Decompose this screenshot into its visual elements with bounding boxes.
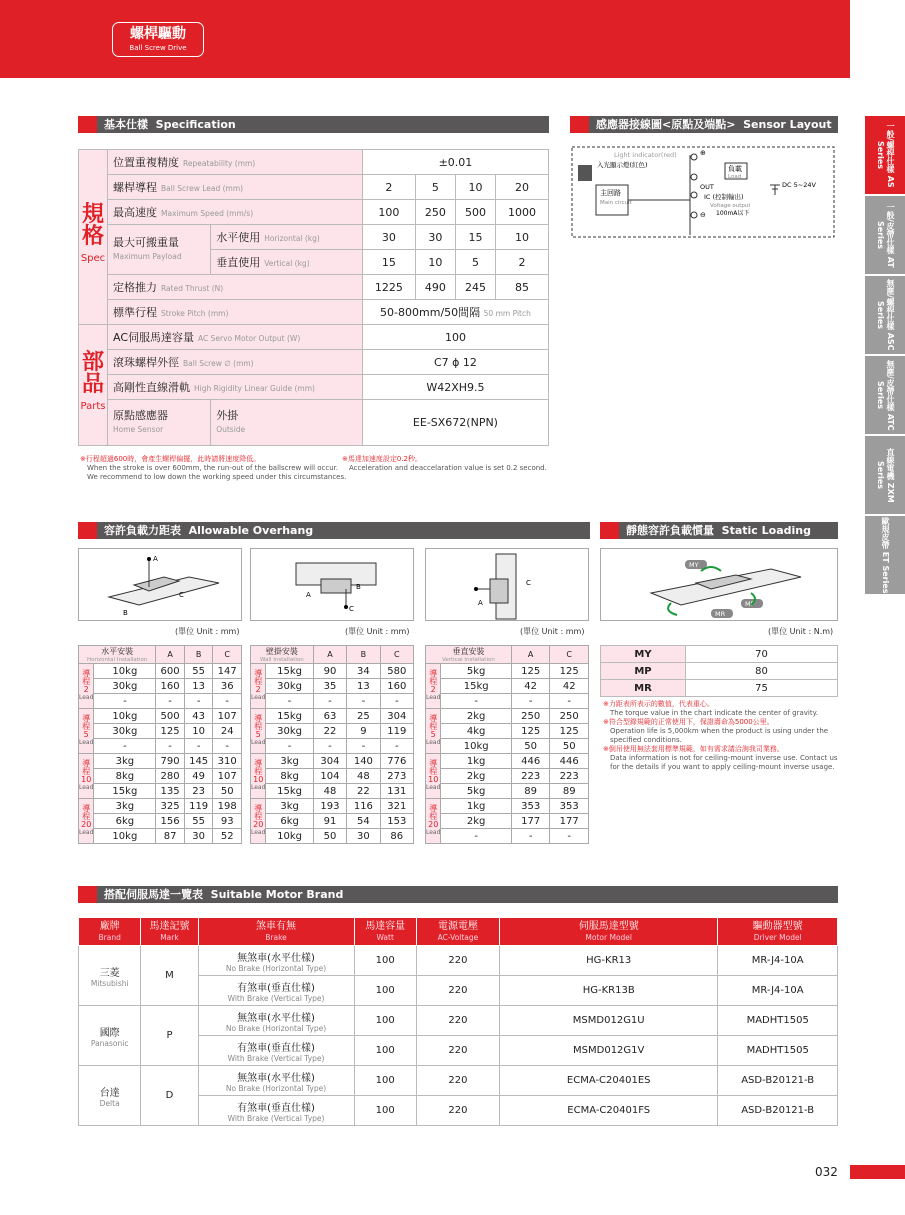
table-row: 有煞車(垂直仕樣) With Brake (Vertical Type) 100 220 HG-KR13B MR-J4-10A — [79, 976, 838, 1006]
table-row: 導程 10 Lead 3kg 790 145 310 — [79, 754, 242, 769]
table-row: - - - - — [79, 694, 242, 709]
spec-group-label: 規格 Spec — [79, 150, 108, 325]
spec-table: 規格 Spec 位置重複精度 Repeatability (mm) ±0.01 螺桿導程 Ball Screw Lead (mm) 2 5 10 20 最高速度 Maximum Speed (mm/s) 100 250 500 1000 最大可搬重量 Maximum Payload 水平使用 Horizontal (kg) 30 30 15 10 垂直使用 Vertical (kg) 15 10 5 2 定格推力 Rated Thrust (N) 1225 490 245 85 標準行程 Stroke Pitch (mm) 50-800mm/50間隔 50 mm Pitch 部品 Parts AC伺服馬達容量 AC Servo Motor Output (W) 100 滾珠螺桿外徑 Ball Screw ∅ (mm) C7 ϕ 12 高剛性直線滑軌 High Rigidity Linear Guide (mm) W42XH9.5 原點感應器 Home Sensor 外掛 Outside EE-SX672(NPN) — [78, 149, 549, 446]
parts-group-label: 部品 Parts — [79, 325, 108, 446]
svg-text:⊕: ⊕ — [700, 149, 706, 157]
light-zh-label: 入光顯示燈(紅色) — [597, 161, 648, 169]
table-row: 10kg 50 50 — [426, 739, 589, 754]
svg-text:B: B — [123, 609, 128, 617]
horizontal-overhang-table: 水平安裝 Horizontal Installation A B C 導程 2 Lead 10kg 600 55 147 30kg 160 13 36 - - - - 導程 5 Lead 10kg 500 43 107 30kg 125 10 24 - - - - 導程 10 Lead 3kg 790 145 310 8kg 280 49 107 15kg 135 23 50 導程 20 Lead 3kg 325 119 198 6kg 156 55 93 10kg 87 30 52 — [78, 645, 242, 844]
svg-text:Voltage output: Voltage output — [710, 203, 751, 209]
table-row: - - - — [426, 694, 589, 709]
section-badge — [112, 22, 204, 57]
table-row: 4kg 125 125 — [426, 724, 589, 739]
table-row: 台達 Delta D 無煞車(水平仕樣) No Brake (Horizontal Type) 100 220 ECMA-C20401ES ASD-B20121-B — [79, 1066, 838, 1096]
motor-section-header: 搭配伺服馬達一覽表 Suitable Motor Brand — [78, 886, 838, 903]
light-label: Light indicator(red) — [614, 151, 677, 159]
table-row: 10kg 50 30 86 — [251, 829, 414, 844]
side-tab-atc[interactable]: 無塵/皮帶仕樣 ATC Series — [865, 356, 905, 434]
svg-text:負載: 負載 — [728, 165, 742, 173]
svg-text:MP: MP — [745, 600, 755, 608]
horizontal-install-diagram — [78, 548, 242, 621]
table-row: - - - - — [79, 739, 242, 754]
table-row: 導程 20 Lead 3kg 325 119 198 — [79, 799, 242, 814]
static-moment-table: MY 70 MP 80 MR 75 — [600, 645, 838, 697]
repeatability-value: ±0.01 — [362, 150, 548, 175]
table-row: 導程 20 Lead 1kg 353 353 — [426, 799, 589, 814]
table-row: 國際 Panasonic P 無煞車(水平仕樣) No Brake (Horizontal Type) 100 220 MSMD012G1U MADHT1505 — [79, 1006, 838, 1036]
table-row: 5kg 89 89 — [426, 784, 589, 799]
table-row: 10kg 87 30 52 — [79, 829, 242, 844]
indicator-lamp — [578, 165, 592, 181]
unit-label: (單位 Unit : mm) — [345, 627, 410, 636]
table-row: 30kg 22 9 119 — [251, 724, 414, 739]
table-row: 導程 5 Lead 10kg 500 43 107 — [79, 709, 242, 724]
side-tab-as[interactable]: 一般/螺桿仕樣 AS Series — [865, 116, 905, 194]
table-row: 6kg 91 54 153 — [251, 814, 414, 829]
svg-text:100mA以下: 100mA以下 — [716, 210, 750, 217]
sensor-section-header: 感應器接線圖<原點及端點> Sensor Layout — [570, 116, 838, 133]
table-row: 2kg 223 223 — [426, 769, 589, 784]
spec-note-2: ※馬達加速度設定0.2秒。 Acceleration and deaccelaration value is set 0.2 second. — [342, 455, 547, 472]
table-row: 30kg 125 10 24 — [79, 724, 242, 739]
svg-text:OUT: OUT — [700, 183, 714, 191]
side-tab-et[interactable]: 歐規皮帶 ET Series — [865, 516, 905, 594]
svg-text:DC 5~24V: DC 5~24V — [782, 181, 816, 189]
page-number: 032 — [815, 1165, 838, 1179]
table-row: 有煞車(垂直仕樣) With Brake (Vertical Type) 100 220 MSMD012G1V MADHT1505 — [79, 1036, 838, 1066]
static-section-header: 靜態容許負載慣量 Static Loading Moment — [600, 522, 838, 539]
unit-label: (單位 Unit : mm) — [520, 627, 585, 636]
table-row: - - - - — [251, 739, 414, 754]
spec-note-1: ※行程超過600時，會產生螺桿偏擺，此時請將速度降低。 When the stroke is over 600mm, the run-out of the ballscrew will occur. We recommend to low down the working speed under this circumstances. — [80, 455, 347, 481]
svg-text:C: C — [349, 605, 354, 613]
table-row: 8kg 280 49 107 — [79, 769, 242, 784]
table-row: 15kg 42 42 — [426, 679, 589, 694]
side-tab-asc[interactable]: 無塵/螺桿仕樣 ASC Series — [865, 276, 905, 354]
sensor-wiring-diagram — [570, 145, 838, 240]
table-row: 導程 20 Lead 3kg 193 116 321 — [251, 799, 414, 814]
table-row: 導程 5 Lead 15kg 63 25 304 — [251, 709, 414, 724]
wall-install-diagram — [250, 548, 414, 621]
svg-text:主回路: 主回路 — [600, 189, 621, 197]
motor-table: 廠牌 Brand 馬達記號 Mark 煞車有無 Brake 馬達容量 Watt 電源電壓 AC-Voltage 伺服馬達型號 Motor Model 驅動器型號 Driver Model 三菱 Mitsubishi M 無煞車(水平仕樣) No Brake (Horizontal Type) 100 220 HG-KR13 MR-J4-10A 有煞車(垂直仕樣) With Brake (Vertical Type) 100 220 HG-KR13B MR-J4-10A 國際 Panasonic P 無煞車(水平仕樣) No Brake (Horizontal Type) 100 220 MSMD012G1U MADHT1505 有煞車(垂直仕樣) With Brake (Vertical Type) 100 220 MSMD012G1V MADHT1505 台達 Delta D 無煞車(水平仕樣) No Brake (Horizontal Type) 100 220 ECMA-C20401ES ASD-B20121-B 有煞車(垂直仕樣) With Brake (Vertical Type) 100 220 ECMA-C20401FS ASD-B20121-B — [78, 917, 838, 1126]
vertical-overhang-table: 垂直安裝 Vertical Installation A C 導程 2 Lead 5kg 125 125 15kg 42 42 - - - 導程 5 Lead 2kg 250 250 4kg 125 125 10kg 50 50 導程 10 Lead 1kg 446 446 2kg 223 223 5kg 89 89 導程 20 Lead 1kg 353 353 2kg 177 177 - - - — [425, 645, 589, 844]
table-row: - - - - — [251, 694, 414, 709]
svg-text:C: C — [179, 591, 184, 599]
table-row: 30kg 160 13 36 — [79, 679, 242, 694]
svg-text:Main circuit: Main circuit — [600, 200, 632, 206]
side-tab-at[interactable]: 一般/皮帶仕樣 AT Series — [865, 196, 905, 274]
overhang-section-header: 容許負載力距表 Allowable Overhang — [78, 522, 590, 539]
svg-text:A: A — [153, 555, 158, 563]
table-row: 導程 2 Lead 5kg 125 125 — [426, 664, 589, 679]
badge-subtitle: Ball Screw Drive — [129, 44, 187, 52]
table-row: 30kg 35 13 160 — [251, 679, 414, 694]
table-row: 8kg 104 48 273 — [251, 769, 414, 784]
table-row: 6kg 156 55 93 — [79, 814, 242, 829]
footer-bar — [850, 1165, 905, 1179]
table-row: 導程 5 Lead 2kg 250 250 — [426, 709, 589, 724]
static-notes: ※力距表所表示的數值，代表重心。 The torque value in the chart indicate the center of gravity. ※符合型錄規範的正常使用下，保證壽命為5000公里。 Operation life is 5,000km when the product is using under the specified conditions. ※倒吊使用無法套用標準規範，如有需求請洽詢我司業務。 Data information is not for ceiling-mount inverse use. Contact us for the details if you want to apply ceiling-mount inverse usage. — [603, 700, 838, 771]
vertical-install-diagram — [425, 548, 589, 621]
svg-text:A: A — [478, 599, 483, 607]
svg-text:⊖: ⊖ — [700, 211, 706, 219]
svg-text:B: B — [356, 583, 361, 591]
table-row: 15kg 135 23 50 — [79, 784, 242, 799]
table-row: - - - — [426, 829, 589, 844]
unit-label: (單位 Unit : mm) — [175, 627, 240, 636]
table-row: 三菱 Mitsubishi M 無煞車(水平仕樣) No Brake (Horizontal Type) 100 220 HG-KR13 MR-J4-10A — [79, 946, 838, 976]
static-moment-diagram — [600, 548, 838, 621]
svg-text:MY: MY — [689, 561, 699, 569]
spec-section-header: 基本仕樣 Specification — [78, 116, 549, 133]
table-row: 導程 10 Lead 1kg 446 446 — [426, 754, 589, 769]
table-row: 有煞車(垂直仕樣) With Brake (Vertical Type) 100 220 ECMA-C20401FS ASD-B20121-B — [79, 1096, 838, 1126]
svg-text:MR: MR — [715, 610, 726, 618]
table-row: 導程 2 Lead 15kg 90 34 580 — [251, 664, 414, 679]
table-row: 15kg 48 22 131 — [251, 784, 414, 799]
svg-text:Load: Load — [728, 174, 742, 180]
table-row: 導程 2 Lead 10kg 600 55 147 — [79, 664, 242, 679]
badge-title: 螺桿驅動 — [130, 26, 186, 42]
side-tab-zxm[interactable]: 直線電機 ZXM Series — [865, 436, 905, 514]
svg-text:A: A — [306, 591, 311, 599]
svg-text:IC (控制輸出): IC (控制輸出) — [704, 193, 744, 201]
row-label: 位置重複精度 Repeatability (mm) — [108, 150, 363, 175]
table-row: 2kg 177 177 — [426, 814, 589, 829]
static-unit-label: (單位 Unit : N.m) — [768, 627, 834, 636]
wall-overhang-table: 壁掛安裝 Wall Installation A B C 導程 2 Lead 15kg 90 34 580 30kg 35 13 160 - - - - 導程 5 Lead 15kg 63 25 304 30kg 22 9 119 - - - - 導程 10 Lead 3kg 304 140 776 8kg 104 48 273 15kg 48 22 131 導程 20 Lead 3kg 193 116 321 6kg 91 54 153 10kg 50 30 86 — [250, 645, 414, 844]
table-row: 導程 10 Lead 3kg 304 140 776 — [251, 754, 414, 769]
svg-text:C: C — [526, 579, 531, 587]
